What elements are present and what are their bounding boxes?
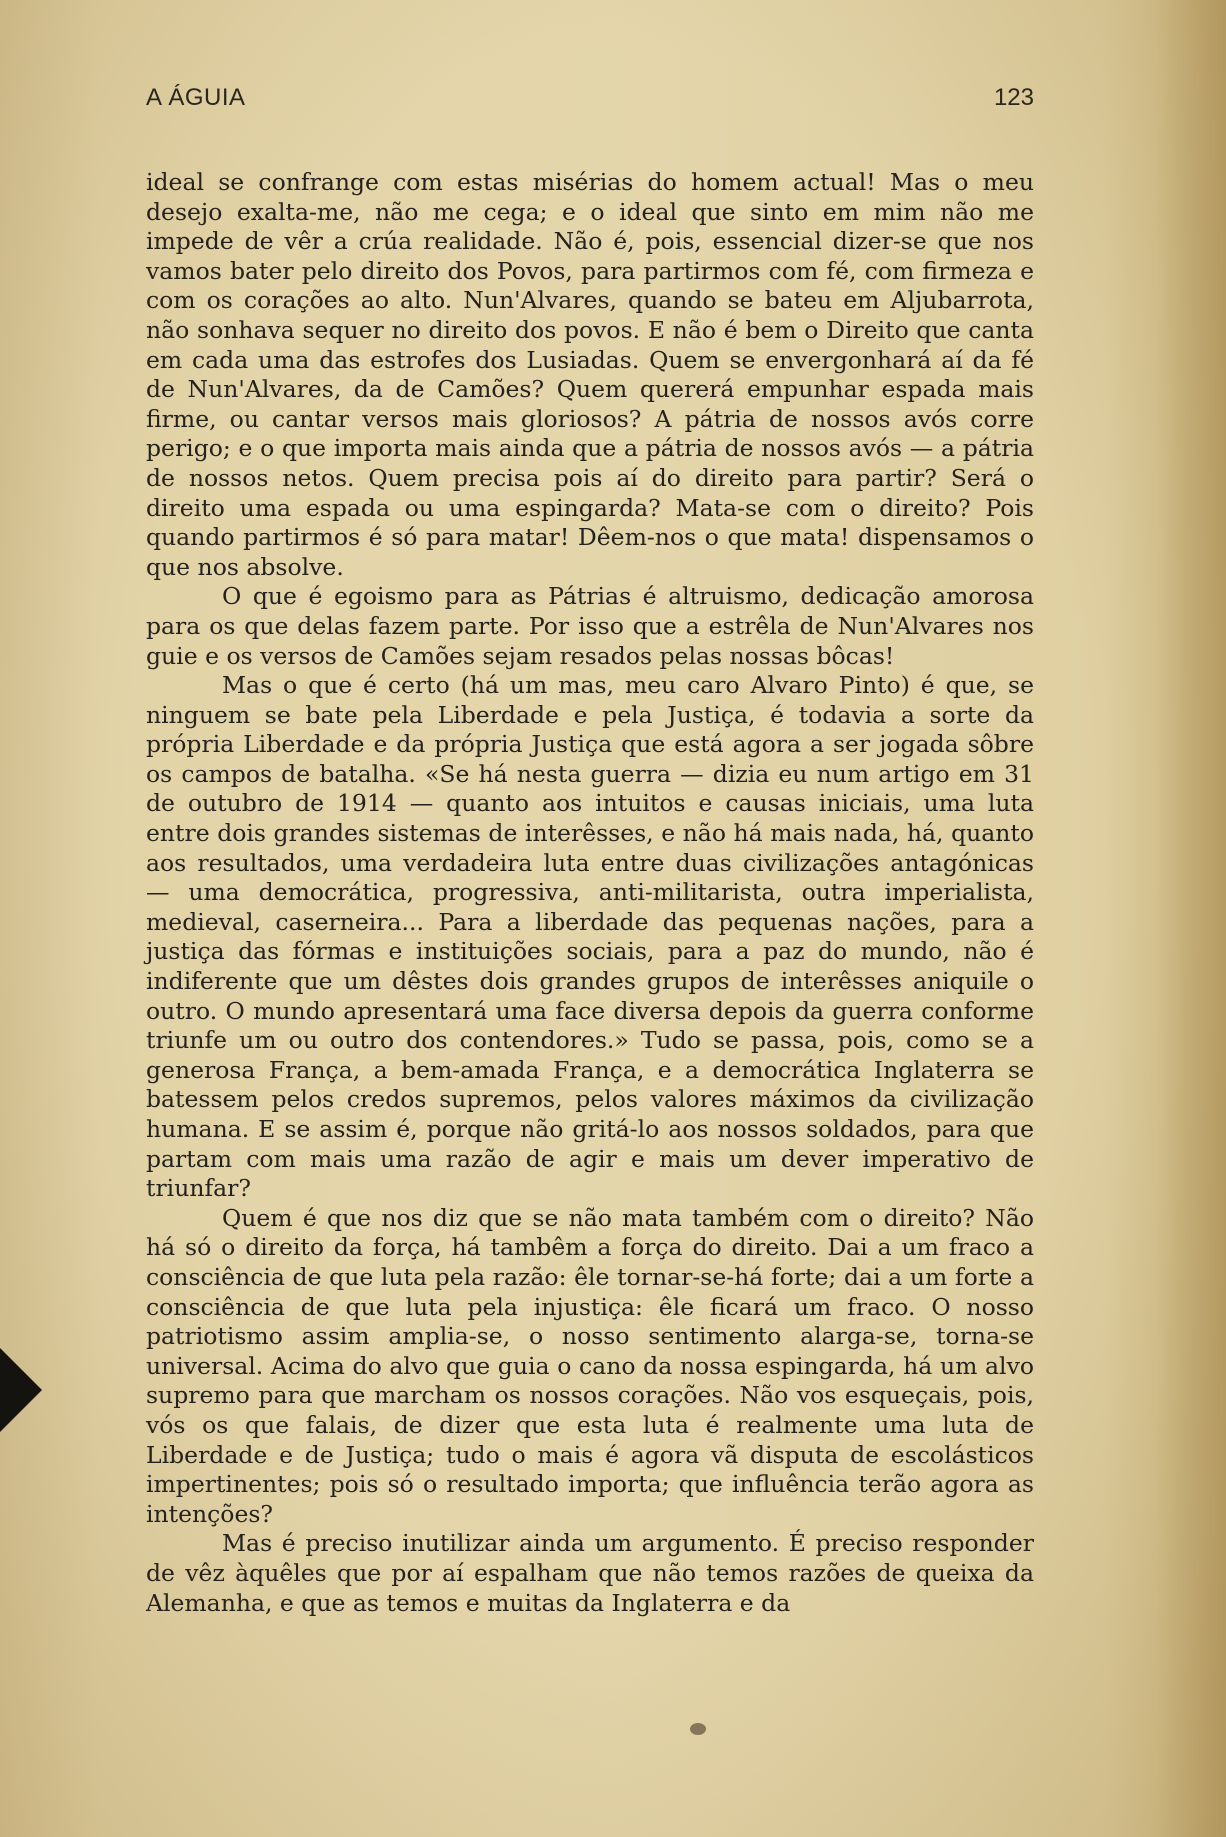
page-header bbox=[146, 80, 1034, 120]
page-edge-stain bbox=[1156, 0, 1226, 1837]
body-text bbox=[146, 168, 1034, 1618]
running-title: A ÁGUIA bbox=[146, 84, 246, 111]
ink-smudge bbox=[690, 1723, 706, 1735]
page-number: 123 bbox=[993, 84, 1034, 111]
paragraph-2: O que é egoismo para as Pátrias é altruismo, dedicação amorosa para os que delas fazem parte. Por isso que a estrêla de Nun'Alvares nos guie e os versos de Camões sejam resados pelas nossas bôcas! bbox=[146, 582, 1034, 670]
paragraph-4: Quem é que nos diz que se não mata também com o direito? Não há só o direito da força, há tambêm a força do direito. Dai a um fraco a consciência de que luta pela razão: êle tornar-se-há forte; dai a um forte a consciência de que luta pela injustiça: êle ficará um fraco. O nosso patriotismo assim amplia-se, o nosso sentimento alarga-se, torna-se universal. Acima do alvo que guia o cano da nossa espingarda, há um alvo supremo para que marcham os nossos corações. Não vos esqueçais, pois, vós os que falais, de dizer que esta luta é realmente uma luta de Liberdade e de Justiça; tudo o mais é agora vã disputa de escolásticos impertinentes; pois só o resultado importa; que influência terão agora as intenções? bbox=[146, 1203, 1034, 1528]
binding-mark-icon bbox=[0, 1348, 42, 1432]
paragraph-3: Mas o que é certo (há um mas, meu caro Alvaro Pinto) é que, se ninguem se bate pela Liberdade e pela Justiça, é todavia a sorte da própria Liberdade e da própria Justiça que está agora a ser jogada sôbre os campos de batalha. «Se há nesta guerra — dizia eu num artigo em 31 de outubro de 1914 — quanto aos intuitos e causas iniciais, uma luta entre dois grandes sistemas de interêsses, e não há mais nada, há, quanto aos resultados, uma verdadeira luta entre duas civilizações antagónicas — uma democrática, progressiva, anti-militarista, outra imperialista, medieval, caserneira... Para a liberdade das pequenas nações, para a justiça das fórmas e instituições sociais, para a paz do mundo, não é indiferente que um dêstes dois grandes grupos de interêsses aniquile o outro. O mundo apresentará uma face diversa depois da guerra conforme triunfe um ou outro dos contendores.» Tudo se passa, pois, como se a generosa França, a bem-amada França, e a democrática Inglaterra se batessem pelos credos supremos, pelos valores máximos da civilização humana. E se assim é, porque não gritá-lo aos nossos soldados, para que partam com mais uma razão de agir e mais um dever imperativo de triunfar? bbox=[146, 671, 1034, 1203]
paragraph-5: Mas é preciso inutilizar ainda um argumento. É preciso responder de vêz àquêles que por aí espalham que não temos razões de queixa da Alemanha, e que as temos e muitas da Inglaterra e da bbox=[146, 1529, 1034, 1617]
paragraph-1: ideal se confrange com estas misérias do homem actual! Mas o meu desejo exalta-me, não me cega; e o ideal que sinto em mim não me impede de vêr a crúa realidade. Não é, pois, essencial dizer-se que nos vamos bater pelo direito dos Povos, para partirmos com fé, com firmeza e com os corações ao alto. Nun'Alvares, quando se bateu em Aljubarrota, não sonhava sequer no direito dos povos. E não é bem o Direito que canta em cada uma das estrofes dos Lusiadas. Quem se envergonhará aí da fé de Nun'Alvares, da de Camões? Quem quererá empunhar espada mais firme, ou cantar versos mais gloriosos? A pátria de nossos avós corre perigo; e o que importa mais ainda que a pátria de nossos avós — a pátria de nossos netos. Quem precisa pois aí do direito para partir? Será o direito uma espada ou uma espingarda? Mata-se com o direito? Pois quando partirmos é só para matar! Dêem-nos o que mata! dispensamos o que nos absolve. bbox=[146, 168, 1034, 581]
